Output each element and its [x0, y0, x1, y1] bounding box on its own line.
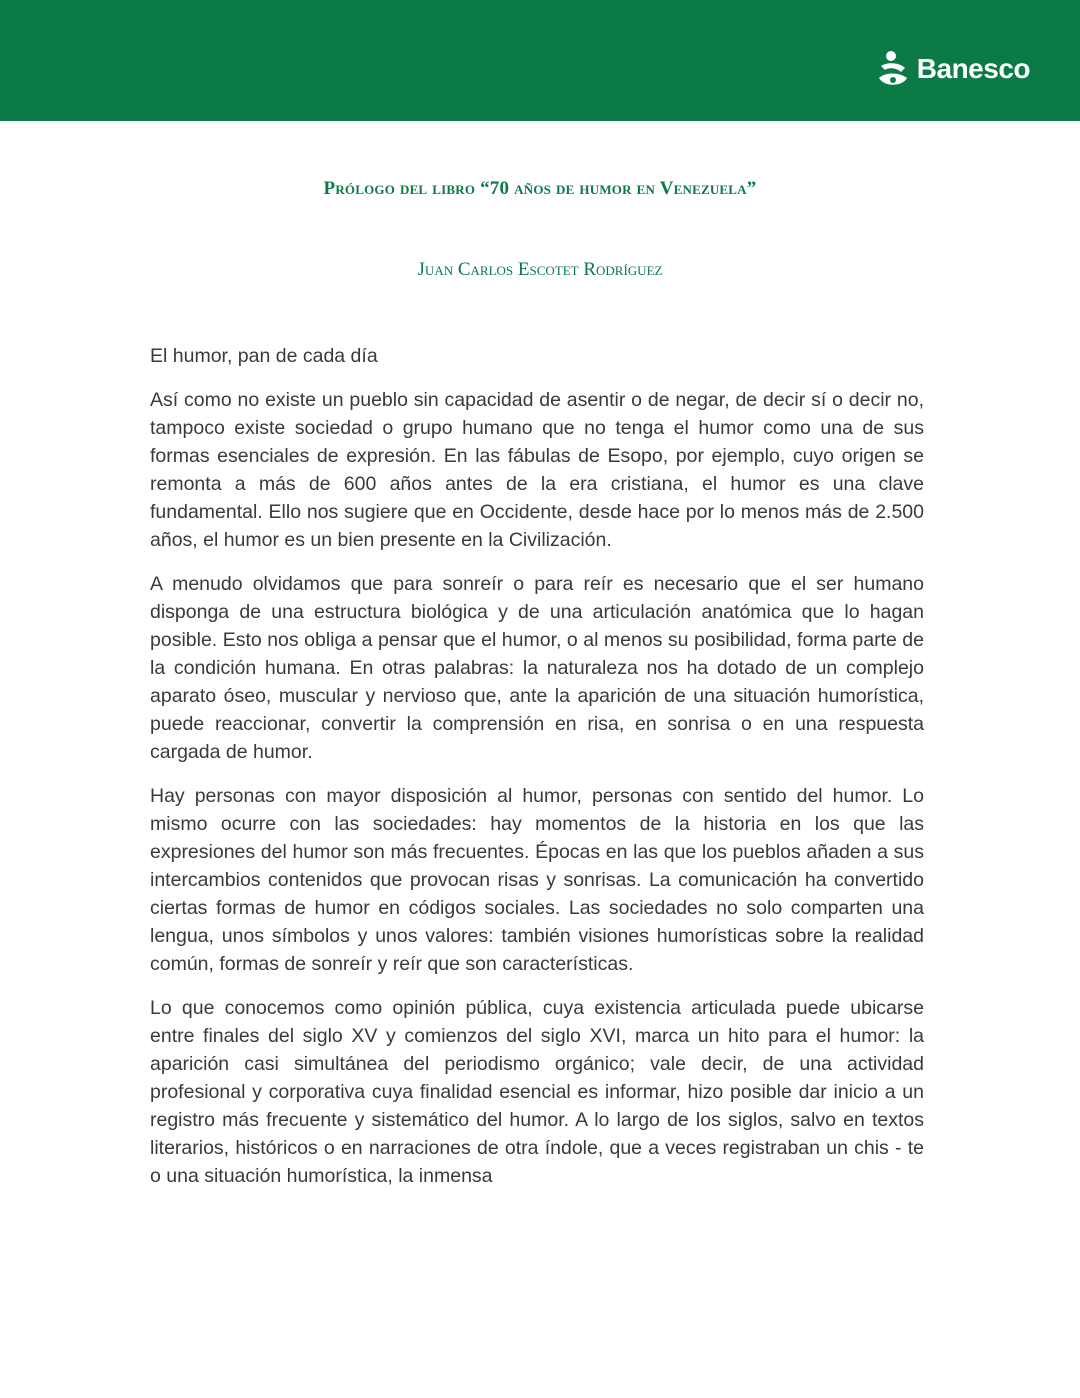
banesco-logo-icon — [877, 50, 911, 88]
document-body — [150, 342, 924, 1206]
brand-name: Banesco — [916, 53, 1030, 84]
brand-logo — [877, 50, 1030, 88]
document-author: Juan Carlos Escotet Rodríguez — [417, 259, 663, 280]
section-heading: El humor, pan de cada día — [150, 345, 378, 367]
paragraph: A menudo olvidamos que para sonreír o para reír es necesario que el ser humano disponga de una estructura biológica y de una articulación anatómica que lo hagan posible. Esto nos obliga a pensar que el humor, o al menos su posibilidad, forma parte de la condición humana. En otras palabras: la naturaleza nos ha dotado de un complejo aparato óseo, muscular y nervioso que, ante la aparición de una situación humorística, puede reaccionar, convertir la comprensión en risa, en sonrisa o en una respuesta cargada de humor. — [150, 573, 924, 763]
document-title: Prólogo del libro “70 años de humor en Venezuela” — [323, 178, 757, 199]
paragraph: Lo que conocemos como opinión pública, cuya existencia articulada puede ubicarse entre finales del siglo XV y comienzos del siglo XVI, marca un hito para el humor: la aparición casi simultánea del periodismo orgánico; vale decir, de una actividad profesional y corporativa cuya finalidad esencial es informar, hizo posible dar inicio a un registro más frecuente y sistemático del humor. A lo largo de los siglos, salvo en textos literarios, históricos o en narraciones de otra índole, que a veces registraban un chis - te o una situación humorística, la inmensa — [150, 997, 924, 1187]
paragraph: Así como no existe un pueblo sin capacidad de asentir o de negar, de decir sí o decir no, tampoco existe sociedad o grupo humano que no tenga el humor como una de sus formas esenciales de expresión. En las fábulas de Esopo, por ejemplo, cuyo origen se remonta a más de 600 años antes de la era cristiana, el humor es una clave fundamental. Ello nos sugiere que en Occidente, desde hace por lo menos más de 2.500 años, el humor es un bien presente en la Civilización. — [150, 389, 924, 551]
header-bar — [0, 0, 1080, 121]
paragraph: Hay personas con mayor disposición al humor, personas con sentido del humor. Lo mismo ocurre con las sociedades: hay momentos de la historia en los que las expresiones del humor son más frecuentes. Épocas en las que los pueblos añaden a sus intercambios contenidos que provocan risas y sonrisas. La comunicación ha convertido ciertas formas de humor en códigos sociales. Las sociedades no solo comparten una lengua, unos símbolos y unos valores: también visiones humorísticas sobre la realidad común, formas de sonreír y reír que son características. — [150, 785, 924, 975]
